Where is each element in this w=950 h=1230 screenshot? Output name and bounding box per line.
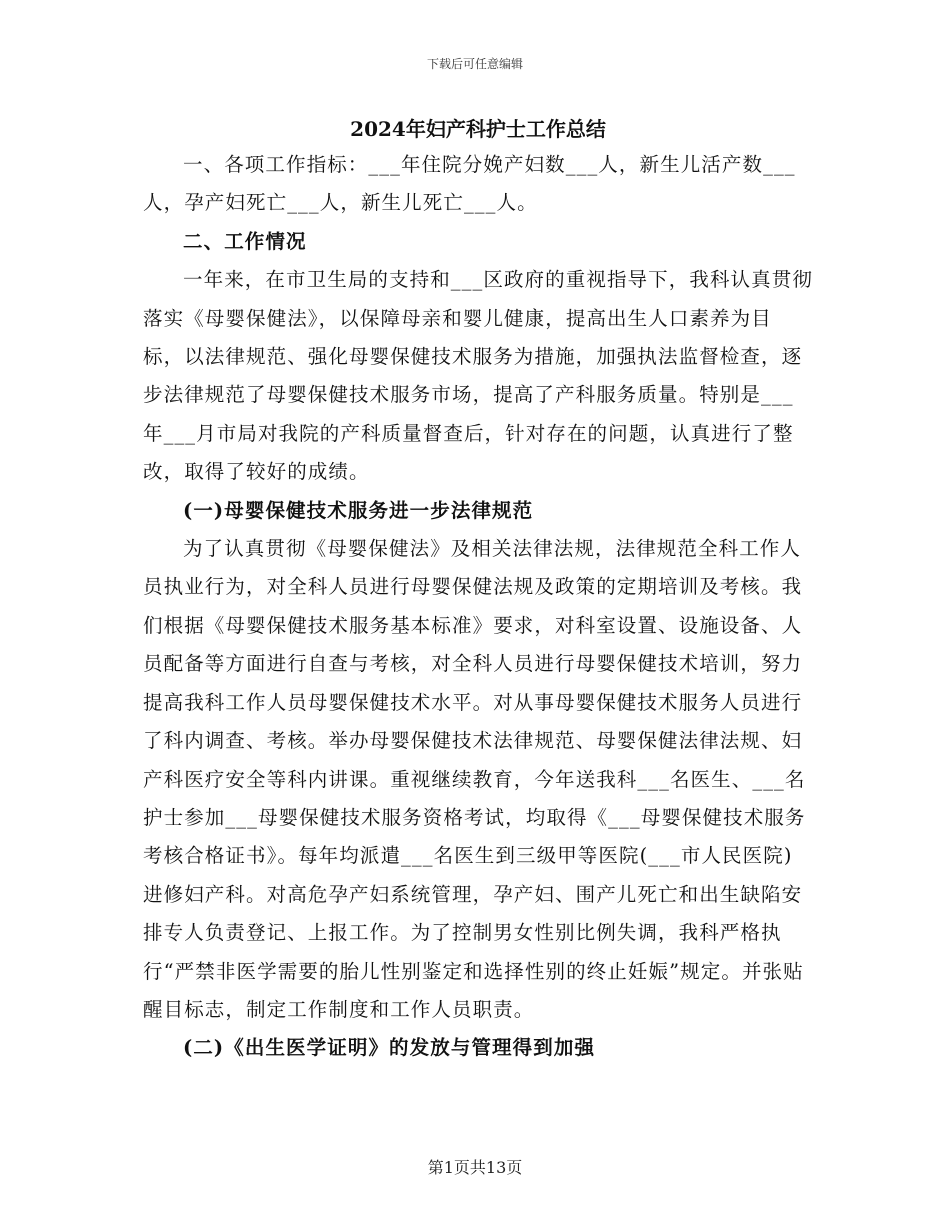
page-footer: 第1页共13页	[427, 1158, 523, 1177]
subsection-heading-2: (二)《出生医学证明》的发放与管理得到加强	[183, 1036, 596, 1060]
paragraph-overview: 一年来，在市卫生局的支持和___区政府的重视指导下，我科认真贯彻落实《母婴保健法》，以保障母亲和婴儿健康，提高出生人口素养为目标，以法律规范、强化母婴保健技术服务为措施，加强执法监督检查，逐步法律规范了母婴保健技术服务市场，提高了产科服务质量。特别是___年___月市局对我院的产科质量督查后，针对存在的问题，认真进行了整改，取得了较好的成绩。	[143, 268, 813, 484]
subsection-heading-1: (一)母婴保健技术服务进一步法律规范	[183, 498, 534, 522]
page-header: 下载后可任意编辑	[426, 57, 523, 71]
paragraph-maternal-care: 为了认真贯彻《母婴保健法》及相关法律法规，法律规范全科工作人员执业行为，对全科人员进行母婴保健法规及政策的定期培训及考核。我们根据《母婴保健技术服务基本标准》要求，对科室设置、设施设备、人员配备等方面进行自查与考核，对全科人员进行母婴保健技术培训，努力提高我科工作人员母婴保健技术水平。对从事母婴保健技术服务人员进行了科内调查、考核。举办母婴保健技术法律规范、母婴保健法律法规、妇产科医疗安全等科内讲课。重视继续教育，今年送我科___名医生、___名护士参加___母婴保健技术服务资格考试，均取得《___母婴保健技术服务考核合格证书》。每年均派遣___名医生到三级甲等医院(___市人民医院)进修妇产科。对高危孕产妇系统管理，孕产妇、围产儿死亡和出生缺陷安排专人负责登记、上报工作。为了控制男女性别比例失调，我科严格执行“严禁非医学需要的胎儿性别鉴定和选择性别的终止妊娠”规定。并张贴醒目标志，制定工作制度和工作人员职责。	[143, 537, 806, 1021]
paragraph-indicators: 一、各项工作指标：___年住院分娩产妇数___人，新生儿活产数___人，孕产妇死亡___人，新生儿死亡___人。	[143, 153, 796, 215]
section-heading-work-status: 二、工作情况	[183, 229, 307, 253]
document-body	[143, 112, 813, 1068]
document-title: 2024年妇产科护士工作总结	[350, 117, 606, 141]
